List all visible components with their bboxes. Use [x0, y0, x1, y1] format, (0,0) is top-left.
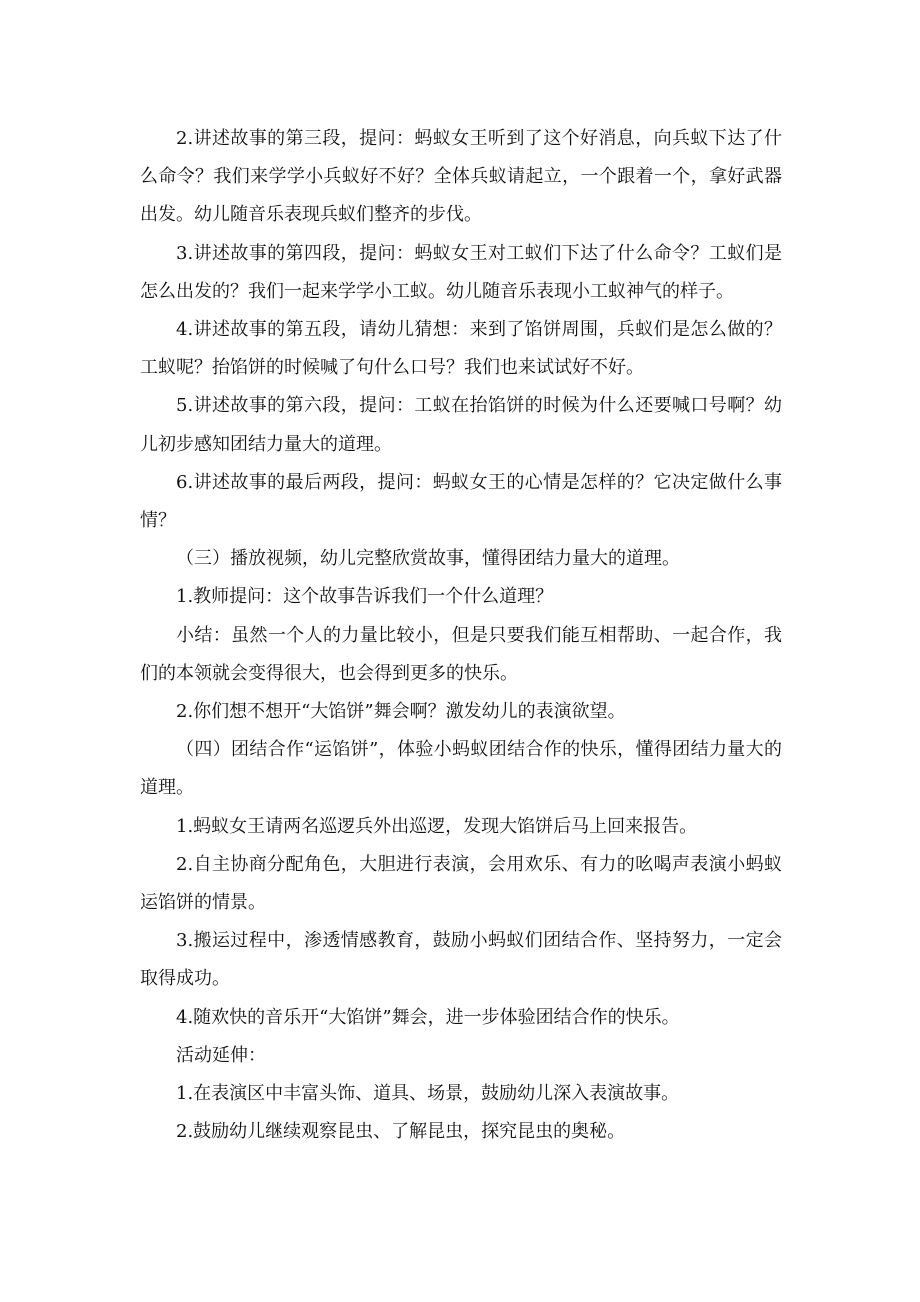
paragraph-summary: 小结：虽然一个人的力量比较小，但是只要我们能互相帮助、一起合作，我们的本领就会变得很大，也会得到更多的快乐。 — [140, 624, 782, 684]
paragraph-story-part-5: 4.讲述故事的第五段，请幼儿猜想：来到了馅饼周围，兵蚁们是怎么做的？工蚁呢？抬馅饼的时候喊了句什么口号？我们也来试试好不好。 — [140, 319, 782, 379]
paragraph-story-last-parts: 6.讲述故事的最后两段，提问：蚂蚁女王的心情是怎样的？它决定做什么事情？ — [140, 471, 782, 532]
paragraph-story-part-6: 5.讲述故事的第六段，提问：工蚁在抬馅饼的时候为什么还要喊口号啊？幼儿初步感知团结力量大的道理。 — [140, 395, 782, 455]
paragraph-carrying: 3.搬运过程中，渗透情感教育，鼓励小蚂蚁们团结合作、坚持努力，一定会取得成功。 — [140, 930, 782, 990]
extension-heading: 活动延伸： — [176, 1044, 266, 1066]
paragraph-dance-question: 2.你们想不想开“大馅饼”舞会啊？激发幼儿的表演欲望。 — [176, 701, 626, 723]
paragraph-patrol: 1.蚂蚁女王请两名巡逻兵外出巡逻，发现大馅饼后马上回来报告。 — [176, 815, 698, 837]
document-body — [140, 120, 782, 1151]
section-heading-4: （四）团结合作“运馅饼”，体验小蚂蚁团结合作的快乐，懂得团结力量大的道理。 — [140, 739, 782, 799]
paragraph-teacher-question: 1.教师提问：这个故事告诉我们一个什么道理？ — [176, 586, 554, 608]
paragraph-roles: 2.自主协商分配角色，大胆进行表演，会用欢乐、有力的吆喝声表演小蚂蚁运馅饼的情景。 — [140, 853, 782, 914]
paragraph-extension-2: 2.鼓励幼儿继续观察昆虫、了解昆虫，探究昆虫的奥秘。 — [176, 1121, 626, 1143]
paragraph-dance: 4.随欢快的音乐开“大馅饼”舞会，进一步体验团结合作的快乐。 — [176, 1006, 680, 1028]
paragraph-story-part-4: 3.讲述故事的第四段，提问：蚂蚁女王对工蚁们下达了什么命令？工蚁们是怎么出发的？我们一起来学学小工蚁。幼儿随音乐表现小工蚁神气的样子。 — [140, 242, 782, 302]
paragraph-story-part-3: 2.讲述故事的第三段，提问：蚂蚁女王听到了这个好消息，向兵蚁下达了什么命令？我们来学学小兵蚁好不好？全体兵蚁请起立，一个跟着一个，拿好武器出发。幼儿随音乐表现兵蚁们整齐的步伐。 — [140, 128, 782, 226]
paragraph-extension-1: 1.在表演区中丰富头饰、道具、场景，鼓励幼儿深入表演故事。 — [176, 1083, 680, 1105]
section-heading-3: （三）播放视频，幼儿完整欣赏故事，懂得团结力量大的道理。 — [176, 548, 680, 570]
